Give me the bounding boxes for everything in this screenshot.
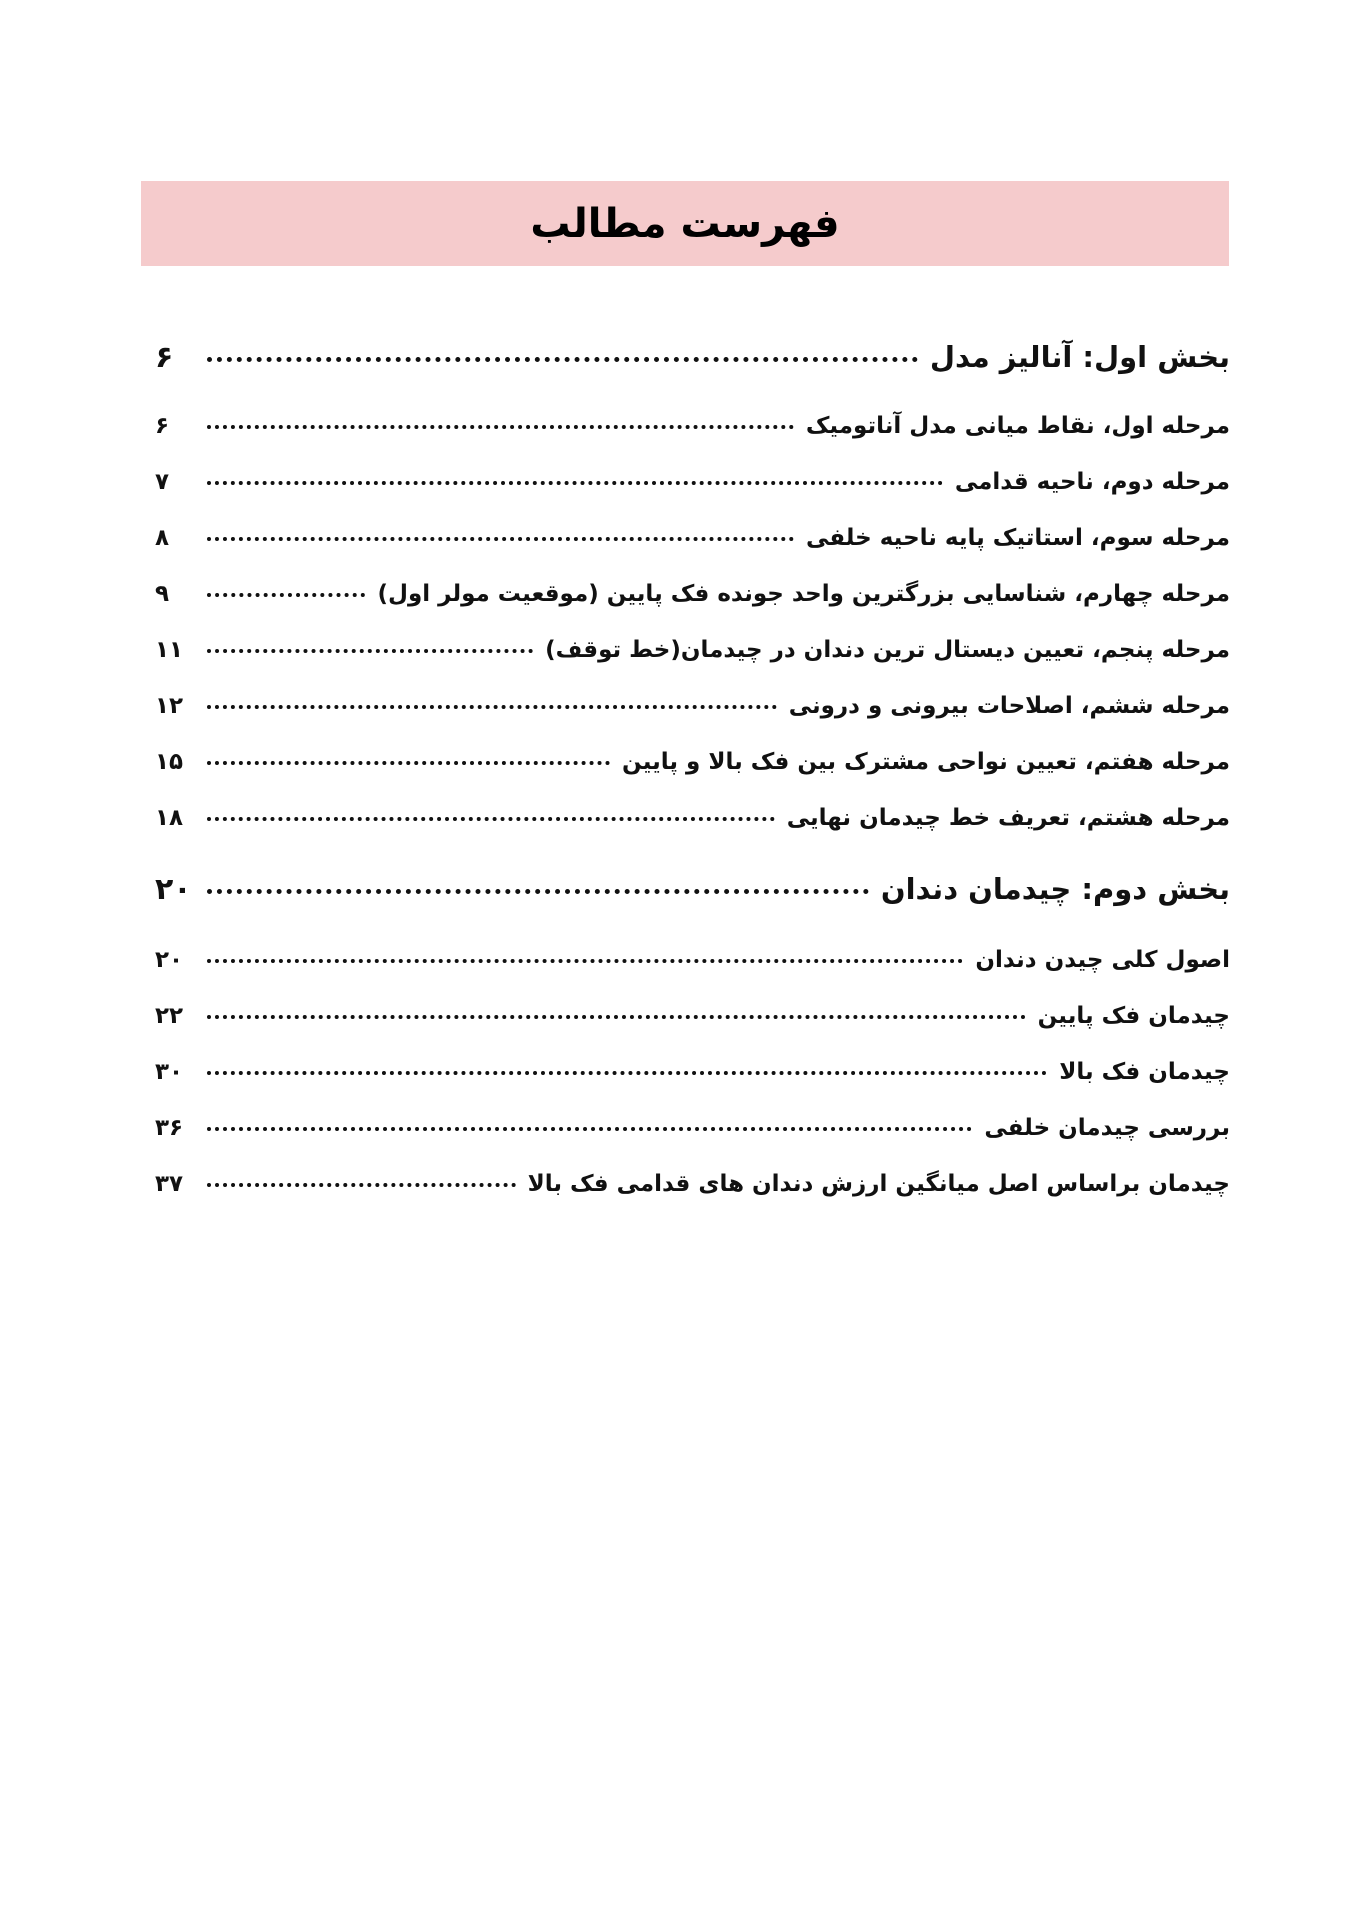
dot-leader bbox=[207, 522, 794, 545]
dot-leader bbox=[207, 466, 943, 489]
dot-leader bbox=[207, 1168, 516, 1191]
dot-leader bbox=[207, 1000, 1026, 1023]
toc-section-1[interactable] bbox=[155, 338, 1230, 375]
entry-title: مرحله هشتم، تعریف خط چیدمان نهایی bbox=[786, 805, 1230, 831]
page-number: ۸ bbox=[155, 525, 170, 551]
section-title: بخش اول: آنالیز مدل bbox=[929, 340, 1230, 374]
toc-entry[interactable] bbox=[155, 466, 1230, 495]
page-number: ۱۸ bbox=[155, 805, 184, 831]
page-number: ۹ bbox=[155, 581, 170, 607]
entry-title: چیدمان براساس اصل میانگین ارزش دندان های قدامی فک بالا bbox=[527, 1171, 1230, 1197]
page-number: ۳۰ bbox=[155, 1059, 184, 1085]
page-number: ۷ bbox=[155, 469, 170, 495]
toc-entry[interactable] bbox=[155, 802, 1230, 831]
toc-section-2[interactable] bbox=[155, 870, 1230, 907]
page-number: ۶ bbox=[155, 413, 170, 439]
entry-title: مرحله اول، نقاط میانی مدل آناتومیک bbox=[805, 413, 1230, 439]
entry-title: مرحله پنجم، تعیین دیستال ترین دندان در چیدمان(خط توقف) bbox=[545, 637, 1230, 663]
dot-leader bbox=[207, 1112, 972, 1135]
entry-title: اصول کلی چیدن دندان bbox=[975, 947, 1230, 973]
page-number: ۱۲ bbox=[155, 693, 184, 719]
section-title: بخش دوم: چیدمان دندان bbox=[880, 872, 1230, 906]
toc-entry[interactable] bbox=[155, 746, 1230, 775]
entry-title: مرحله سوم، استاتیک پایه ناحیه خلفی bbox=[805, 525, 1230, 551]
entry-title: مرحله چهارم، شناسایی بزرگترین واحد جونده فک پایین (موقعیت مولر اول) bbox=[377, 581, 1230, 607]
entry-title: بررسی چیدمان خلفی bbox=[984, 1115, 1230, 1141]
entry-title: چیدمان فک پایین bbox=[1037, 1003, 1230, 1029]
dot-leader bbox=[207, 746, 610, 769]
page-number: ۳۶ bbox=[155, 1115, 184, 1141]
dot-leader bbox=[207, 634, 533, 657]
toc-entry[interactable] bbox=[155, 1112, 1230, 1141]
toc-entry[interactable] bbox=[155, 1000, 1230, 1029]
dot-leader bbox=[207, 870, 869, 899]
entry-title: چیدمان فک بالا bbox=[1059, 1059, 1230, 1085]
dot-leader bbox=[207, 1056, 1047, 1079]
dot-leader bbox=[207, 410, 794, 433]
page-number: ۲۰ bbox=[155, 872, 192, 907]
dot-leader bbox=[207, 578, 365, 601]
toc-entry[interactable] bbox=[155, 944, 1230, 973]
page-number: ۲۰ bbox=[155, 947, 184, 973]
page-number: ۱۵ bbox=[155, 749, 184, 775]
toc-entry[interactable] bbox=[155, 634, 1230, 663]
page-number: ۱۱ bbox=[155, 637, 184, 663]
toc-entry[interactable] bbox=[155, 690, 1230, 719]
toc-entry[interactable] bbox=[155, 410, 1230, 439]
entry-title: مرحله هفتم، تعیین نواحی مشترک بین فک بالا و پایین bbox=[622, 749, 1230, 775]
toc-entry[interactable] bbox=[155, 578, 1230, 607]
title-banner bbox=[141, 181, 1229, 266]
dot-leader bbox=[207, 944, 963, 967]
toc-entry[interactable] bbox=[155, 1168, 1230, 1197]
dot-leader bbox=[207, 690, 777, 713]
page-number: ۶ bbox=[155, 340, 174, 375]
dot-leader bbox=[207, 338, 918, 367]
toc-entry[interactable] bbox=[155, 522, 1230, 551]
page-number: ۲۲ bbox=[155, 1003, 184, 1029]
page-title: فهرست مطالب bbox=[530, 200, 840, 247]
entry-title: مرحله دوم، ناحیه قدامی bbox=[954, 469, 1230, 495]
page-number: ۳۷ bbox=[155, 1171, 184, 1197]
dot-leader bbox=[207, 802, 775, 825]
entry-title: مرحله ششم، اصلاحات بیرونی و درونی bbox=[788, 693, 1230, 719]
toc-entry[interactable] bbox=[155, 1056, 1230, 1085]
